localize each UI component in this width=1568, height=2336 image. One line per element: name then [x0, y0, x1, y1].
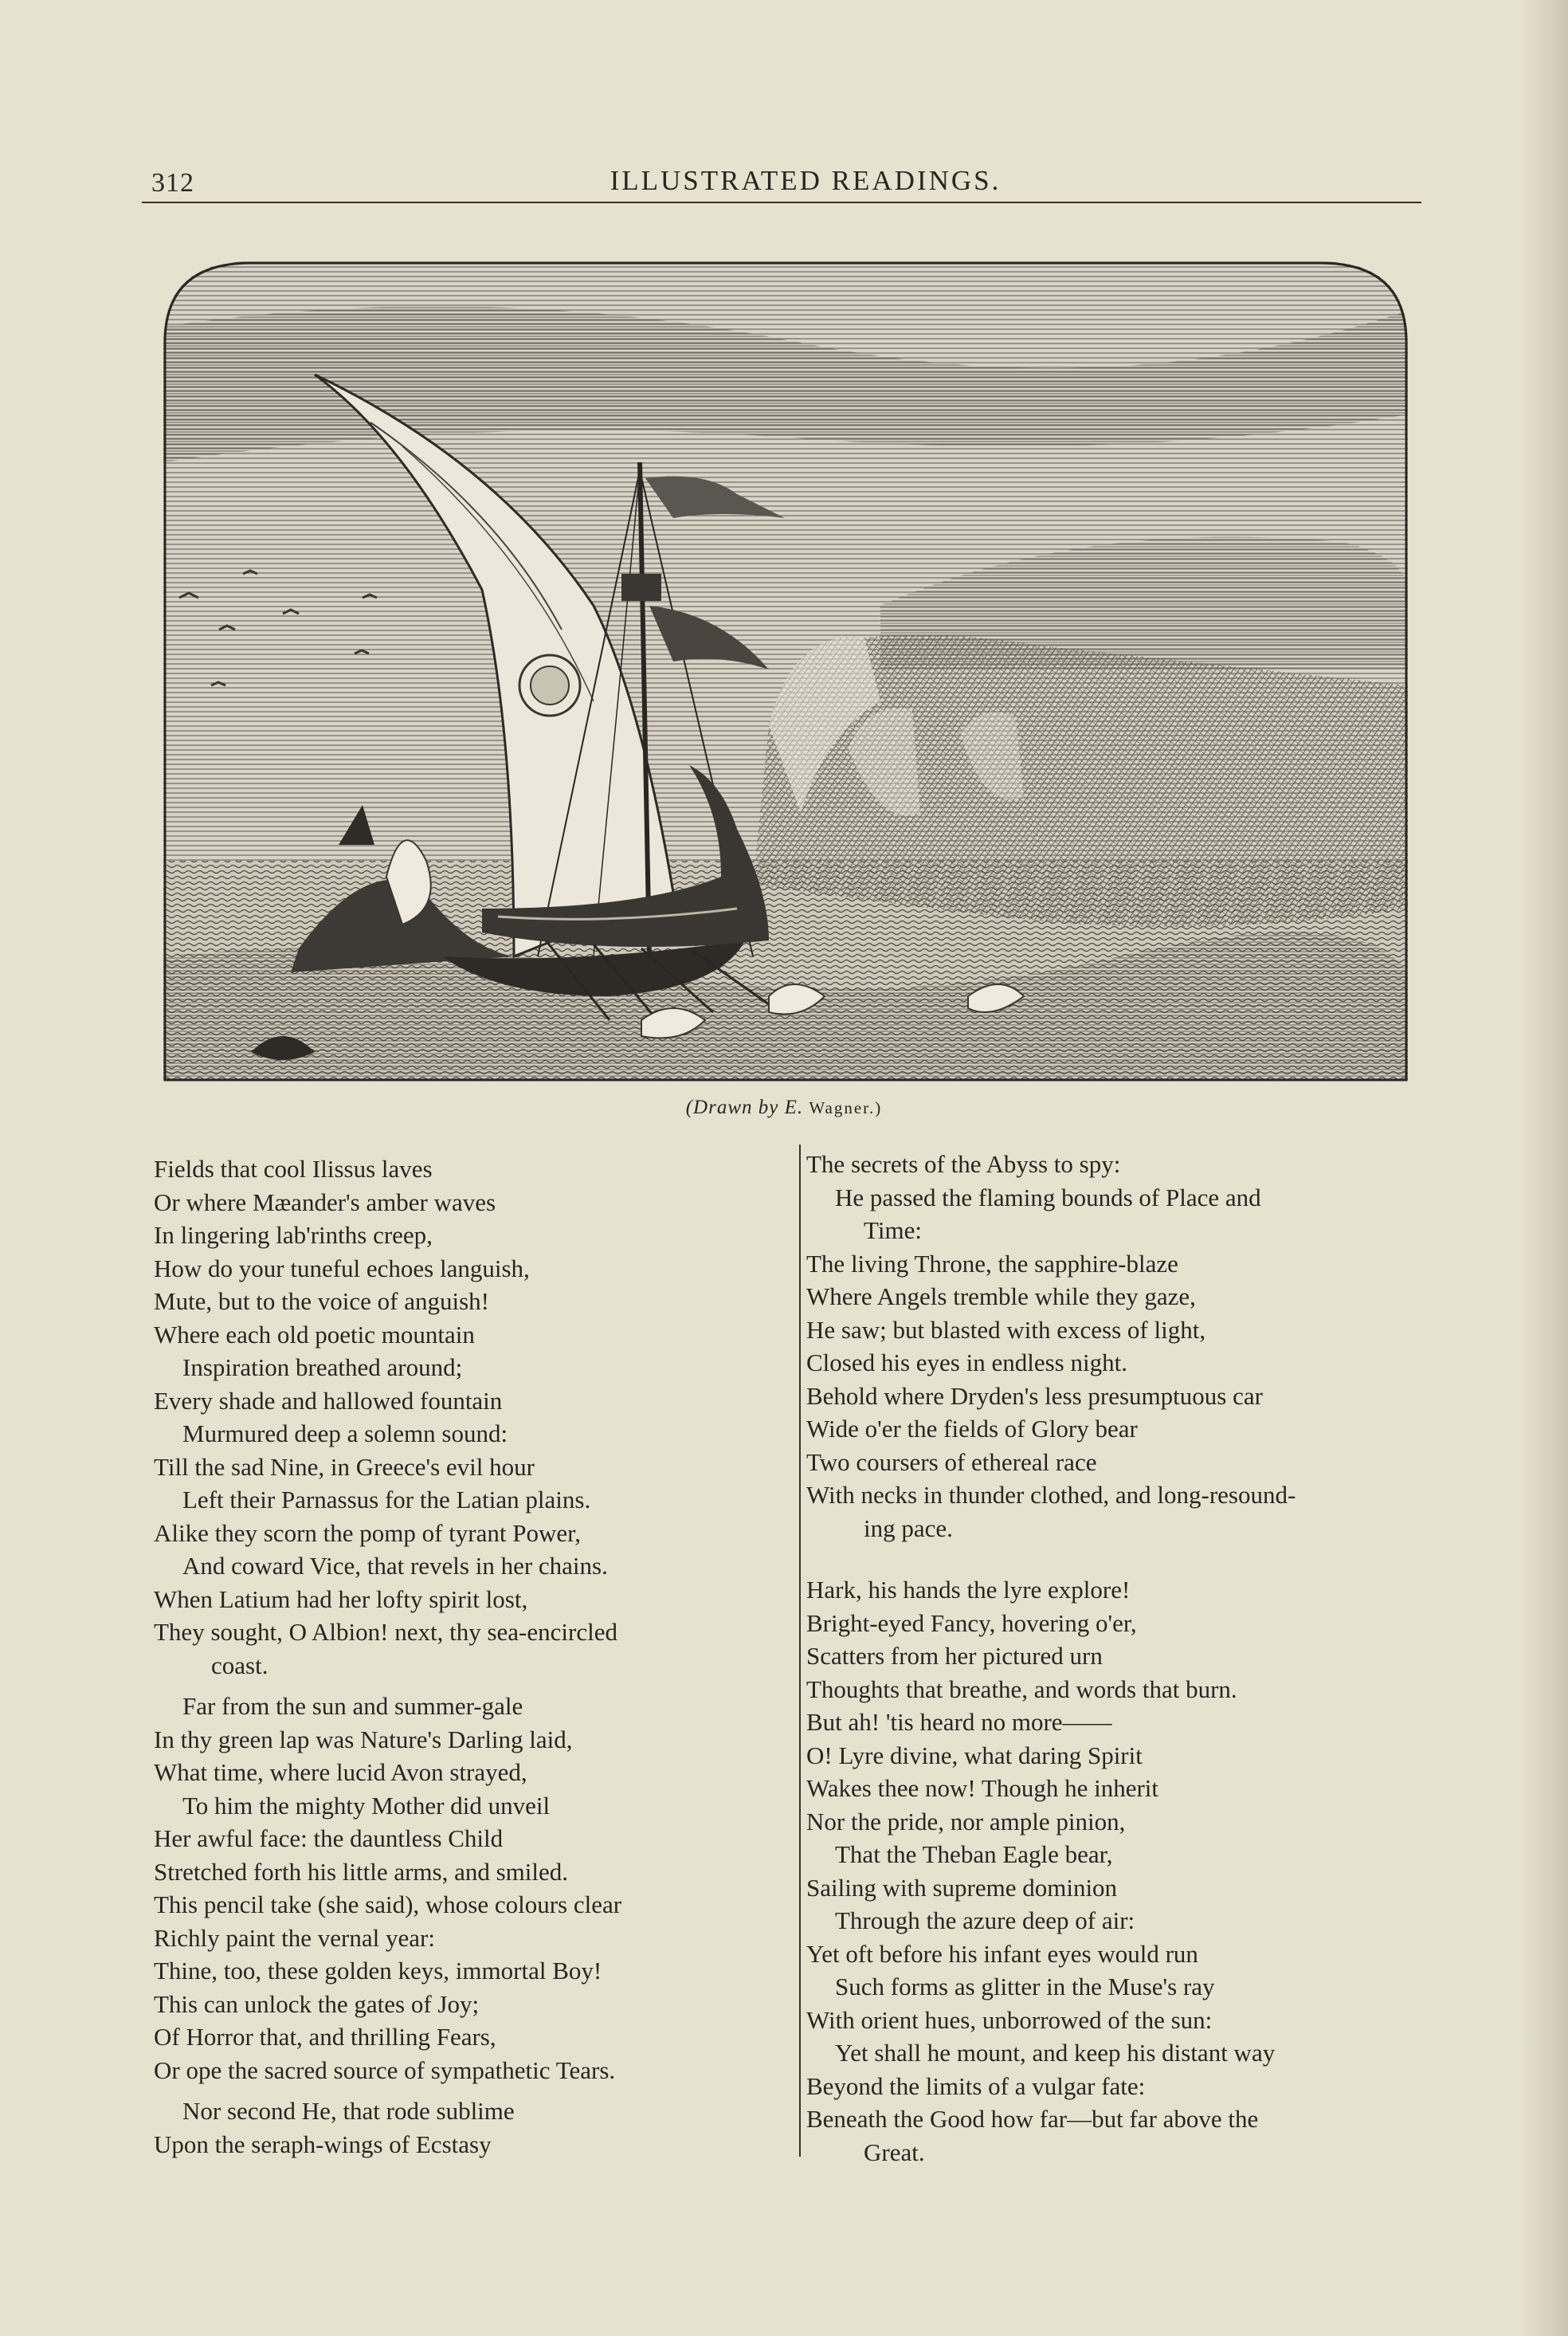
column-divider [799, 1144, 801, 2157]
poem-line: coast. [211, 1651, 269, 1679]
poem-line: Of Horror that, and thrilling Fears, [154, 2023, 496, 2051]
poem-line: Scatters from her pictured urn [806, 1642, 1103, 1670]
page-header [142, 163, 1421, 203]
poem-line: Beyond the limits of a vulgar fate: [806, 2071, 1146, 2100]
poem-line: He saw; but blasted with excess of light, [806, 1315, 1206, 1344]
poem-line: Yet shall he mount, and keep his distant way [835, 2039, 1276, 2067]
page-number: 312 [151, 168, 194, 198]
poem-line: Upon the seraph-wings of Ecstasy [154, 2130, 492, 2158]
poem-line: With necks in thunder clothed, and long-resound- [806, 1481, 1296, 1509]
engraving-svg [163, 255, 1408, 1084]
poem-line: Wakes thee now! Though he inherit [806, 1774, 1159, 1802]
poem-line: This can unlock the gates of Joy; [154, 1989, 480, 2018]
poem-line: He passed the flaming bounds of Place and [835, 1183, 1261, 1211]
poem-line: Time: [864, 1216, 922, 1244]
poem-line: Great. [864, 2138, 925, 2166]
poem-line: Richly paint the vernal year: [154, 1923, 435, 1952]
poem-line: Closed his eyes in endless night. [806, 1349, 1127, 1376]
poem-line: Two coursers of ethereal race [806, 1447, 1097, 1476]
poem-line: ing pace. [864, 1513, 953, 1542]
poem-line: Or ope the sacred source of sympathetic Tears. [154, 2055, 616, 2084]
poem-left-column [154, 1152, 791, 2161]
poem-line: Mute, but to the voice of anguish! [154, 1287, 489, 1315]
poem-line: The secrets of the Abyss to spy: [806, 1150, 1121, 1178]
engraving-illustration [163, 255, 1408, 1084]
poem-line: O! Lyre divine, what daring Spirit [806, 1741, 1143, 1769]
poem-line: With orient hues, unborrowed of the sun: [806, 2005, 1213, 2034]
poem-line: In thy green lap was Nature's Darling laid, [154, 1725, 573, 1753]
poem-line: What time, where lucid Avon strayed, [154, 1758, 527, 1786]
poem-line: When Latium had her lofty spirit lost, [154, 1584, 528, 1613]
poem-line: That the Theban Eagle bear, [835, 1840, 1113, 1868]
running-title: ILLUSTRATED READINGS. [610, 165, 1002, 196]
poem-line: Beneath the Good how far—but far above the [806, 2105, 1259, 2133]
poem-line: The living Throne, the sapphire-blaze [806, 1249, 1178, 1278]
poem-line: Where Angels tremble while they gaze, [806, 1282, 1196, 1310]
poem-line: This pencil take (she said), whose colours clear [154, 1890, 622, 1918]
poem-line: Where each old poetic mountain [154, 1320, 475, 1349]
poem-line: Left their Parnassus for the Latian plains. [182, 1486, 591, 1513]
poem-line: In lingering lab'rinths creep, [154, 1221, 433, 1249]
poem-line: Till the sad Nine, in Greece's evil hour [154, 1452, 535, 1481]
poem-line: But ah! 'tis heard no more—— [806, 1708, 1112, 1736]
poem-line: Yet oft before his infant eyes would run [806, 1939, 1198, 1968]
poem-line: Nor second He, that rode sublime [182, 2097, 515, 2125]
poem-line: How do your tuneful echoes languish, [154, 1254, 530, 1282]
poem-line: Inspiration breathed around; [182, 1353, 463, 1381]
page-edge-shadow [1520, 0, 1568, 2336]
poem-line: Every shade and hallowed fountain [154, 1386, 503, 1415]
poem-line: Sailing with supreme dominion [806, 1873, 1118, 1902]
poem-line: Hark, his hands the lyre explore! [806, 1576, 1131, 1604]
poem-line: And coward Vice, that revels in her chains. [182, 1552, 608, 1580]
poem-line: Bright-eyed Fancy, hovering o'er, [806, 1608, 1137, 1637]
poem-right-column [806, 1148, 1468, 2169]
poem-line: Or where Mæander's amber waves [154, 1188, 496, 1216]
poem-line: Behold where Dryden's less presumptuous car [806, 1381, 1263, 1410]
poem-line: Murmured deep a solemn sound: [182, 1419, 508, 1447]
poem-line: Stretched forth his little arms, and smiled. [154, 1857, 569, 1886]
credit-artist-name: Wagner.) [809, 1098, 883, 1117]
poem-line: Far from the sun and summer-gale [182, 1692, 523, 1720]
poem-line: Thine, too, these golden keys, immortal Boy! [154, 1957, 602, 1985]
poem-line: Her awful face: the dauntless Child [154, 1824, 504, 1852]
poem-line: Alike they scorn the pomp of tyrant Power, [154, 1518, 581, 1547]
poem-line: Fields that cool Ilissus laves [154, 1155, 433, 1183]
poem-line: Thoughts that breathe, and words that burn. [806, 1674, 1237, 1703]
poem-line: Nor the pride, nor ample pinion, [806, 1807, 1126, 1835]
poem-line: Wide o'er the fields of Glory bear [806, 1415, 1138, 1443]
illustration-credit [0, 1097, 1568, 1119]
poem-line: They sought, O Albion! next, thy sea-encircled [154, 1618, 617, 1646]
poem-line: Such forms as glitter in the Muse's ray [835, 1973, 1215, 2000]
credit-prefix: (Drawn by E. [685, 1097, 804, 1118]
poem-line: Through the azure deep of air: [835, 1906, 1135, 1934]
poem-line: To him the mighty Mother did unveil [182, 1791, 551, 1820]
